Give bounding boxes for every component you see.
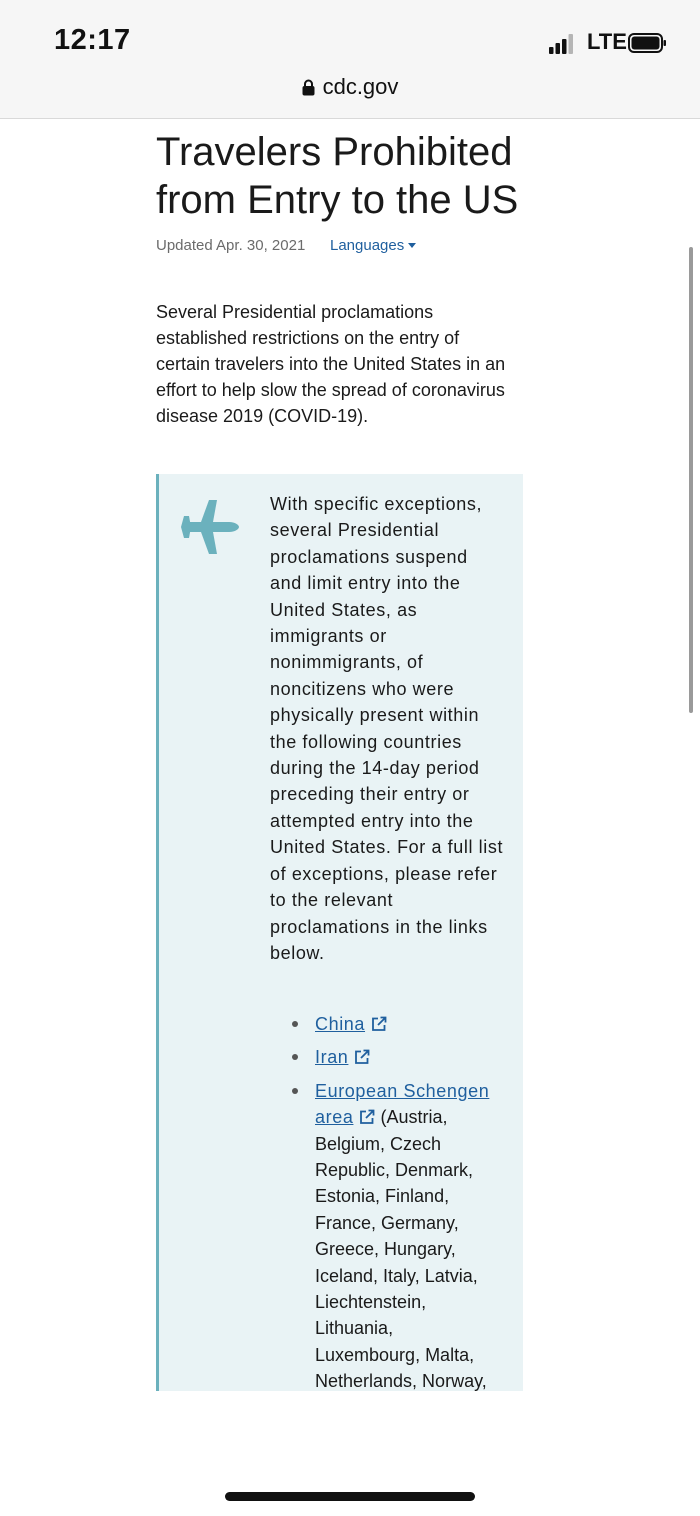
signal-strength-icon — [549, 34, 575, 54]
network-type: LTE — [587, 29, 627, 54]
list-item — [289, 1011, 499, 1037]
address-bar[interactable] — [0, 74, 700, 100]
link-iran[interactable]: Iran — [315, 1047, 349, 1068]
link-schengen[interactable]: European Schengen area — [315, 1080, 490, 1128]
intro-paragraph: Several Presidential proclamations established restrictions on the entry of certain travelers into the United States in an effort to help slow the spread of coronavirus disease 2019 (COVID-19). — [156, 302, 506, 426]
caret-down-icon — [408, 243, 416, 248]
scrollbar[interactable] — [689, 247, 693, 713]
status-time: 12:17 — [54, 24, 131, 56]
battery-icon — [628, 33, 667, 53]
languages-label: Languages — [330, 237, 405, 254]
callout-text: With specific exceptions, several Presidential proclamations suspend and limit entry into the United States, as immigrants or nonimmigrants, of noncitizens who were physically present within the following countries during the 14-day period preceding their entry or attempted entry into the United States. For a full list of exceptions, please refer to the relevant proclamations in the links below. — [270, 494, 504, 963]
list-item — [289, 1044, 499, 1070]
external-link-icon[interactable] — [371, 1016, 387, 1032]
external-link-icon[interactable] — [359, 1109, 375, 1125]
list-item — [289, 1078, 499, 1391]
external-link-icon[interactable] — [354, 1049, 370, 1065]
page-title: Travelers Prohibited from Entry to the US — [156, 130, 519, 222]
lock-icon — [302, 79, 315, 96]
home-indicator[interactable] — [225, 1492, 475, 1501]
travel-callout — [156, 474, 523, 1391]
link-china[interactable]: China — [315, 1014, 366, 1034]
languages-dropdown[interactable] — [330, 237, 416, 254]
status-bar — [0, 0, 700, 119]
schengen-countries: (Austria, Belgium, Czech Republic, Denmark, Estonia, Finland, France, Germany, Greece, Hungary, Iceland, Italy, Latvia, Liechtenstein, Lithuania, Luxembourg, Malta, Netherlands, Norway, — [315, 1107, 487, 1391]
airplane-icon — [179, 496, 241, 558]
url-text: cdc.gov — [322, 74, 399, 99]
updated-date: Updated Apr. 30, 2021 — [156, 237, 306, 254]
country-list — [289, 1011, 499, 1391]
